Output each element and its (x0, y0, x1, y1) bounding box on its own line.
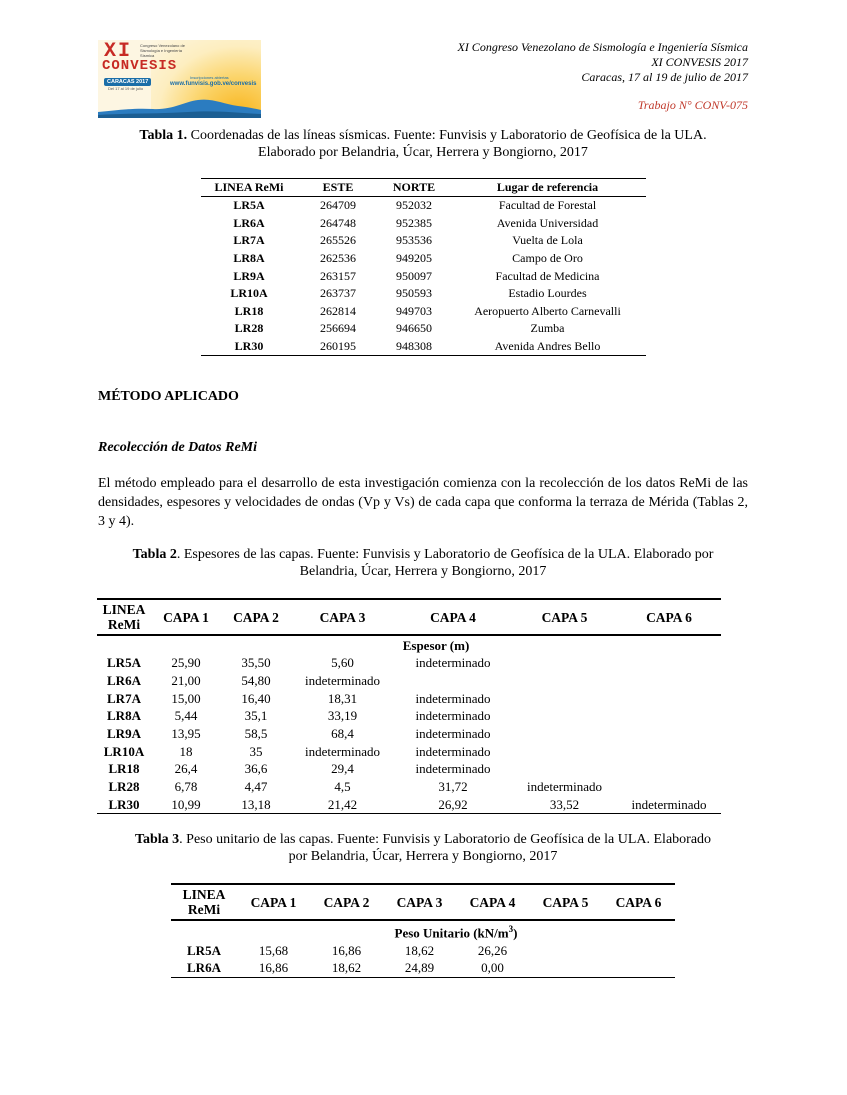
table2-caption-text-2: Belandria, Úcar, Herrera y Bongiorno, 2017 (299, 564, 547, 579)
table1-caption-text: Coordenadas de las líneas sísmicas. Fuente: Funvisis y Laboratorio de Geofísica de la ULA. (187, 128, 707, 143)
table-cell (602, 941, 675, 959)
table-cell: 68,4 (331, 726, 354, 742)
table-cell (512, 654, 617, 672)
row-label: LR7A (107, 690, 141, 706)
body-paragraph: El método empleado para el desarrollo de esta investigación comienza con la recolección de los datos ReMi de las densidades, espesores y velocidades de ondas (Vp y Vs) de cada capa que conforma la terraza de Mérida (Tablas 2, 3 y 4). (98, 476, 748, 529)
table-cell (617, 742, 721, 760)
table-cell: 35 (249, 743, 263, 759)
convesis-logo (98, 40, 261, 118)
table-cell: indeterminado (617, 796, 721, 814)
table-cell: 6,78 (174, 779, 198, 795)
table-cell: indeterminado (304, 743, 381, 759)
table-cell: 18,62 (404, 942, 435, 958)
thickness-table (97, 598, 721, 814)
table-cell: 949703 (396, 303, 432, 318)
table3-caption-text: . Peso unitario de las capas. Fuente: Funvisis y Laboratorio de Geofísica de la ULA. Elaborado (179, 832, 712, 847)
subheader-text-end: ) (513, 925, 518, 941)
table-row (171, 959, 675, 977)
column-header: CAPA 3 (291, 599, 394, 635)
logo-tagline: Congreso Venezolano de Sismología e Ingeniería Sísmica (140, 43, 185, 58)
table-cell: 950097 (396, 268, 432, 283)
table-cell: 950593 (396, 286, 432, 301)
table2-caption-label: Tabla 2 (132, 547, 177, 562)
column-header: CAPA 4 (394, 599, 512, 635)
table-cell (512, 760, 617, 778)
table2-caption (98, 546, 748, 580)
table-cell: 35,50 (241, 655, 271, 671)
row-label: LR5A (107, 655, 141, 671)
conference-name: XI Congreso Venezolano de Sismología e Ingeniería Sísmica (457, 40, 748, 54)
column-header: CAPA 1 (151, 599, 221, 635)
table-row (201, 232, 646, 250)
column-header: NORTE (379, 179, 449, 197)
table-cell: 15,00 (171, 690, 201, 706)
table-cell: Campo de Oro (512, 251, 583, 266)
table-cell: 264709 (320, 198, 356, 213)
table-cell: 54,80 (241, 673, 271, 689)
table-cell: Vuelta de Lola (512, 233, 583, 248)
conference-dates: Caracas, 17 al 19 de julio de 2017 (581, 70, 748, 84)
row-label: LR28 (108, 779, 140, 795)
column-header: ESTE (297, 179, 379, 197)
column-header: CAPA 1 (237, 884, 310, 920)
table-cell: 264748 (320, 215, 356, 230)
table-cell: 35,1 (244, 708, 268, 724)
table-cell: 25,90 (171, 655, 201, 671)
table-row (97, 689, 721, 707)
table-cell: indeterminado (415, 655, 491, 671)
table-cell: 58,5 (244, 726, 268, 742)
column-header: CAPA 6 (617, 599, 721, 635)
table-cell: Facultad de Medicina (495, 268, 600, 283)
table-cell: 5,44 (174, 708, 198, 724)
table-cell: 952032 (396, 198, 432, 213)
table-cell (602, 959, 675, 977)
table-cell: Avenida Universidad (496, 215, 599, 230)
table-cell: indeterminado (415, 761, 491, 777)
table-cell (617, 654, 721, 672)
row-label: LR5A (187, 942, 221, 958)
table-cell: 265526 (320, 233, 356, 248)
logo-inscriptions: Inscripciones abiertas (190, 75, 229, 80)
table-cell: 33,52 (512, 796, 617, 814)
table1-caption-text-2: Elaborado por Belandria, Úcar, Herrera y Bongiorno, 2017 (258, 145, 588, 160)
column-header (171, 884, 237, 920)
table-cell: Facultad de Forestal (498, 198, 597, 213)
table-cell: 952385 (396, 215, 432, 230)
table-row (97, 725, 721, 743)
conference-short-name: XI CONVESIS 2017 (651, 55, 748, 69)
work-number: Trabajo N° CONV-075 (637, 98, 748, 112)
table-cell: indeterminado (304, 673, 381, 689)
table-cell (512, 689, 617, 707)
table-cell: 26,92 (394, 796, 512, 814)
row-label: LR10A (103, 743, 145, 759)
table-cell: 953536 (396, 233, 432, 248)
table-cell: 949205 (396, 251, 432, 266)
logo-url: www.funvisis.gob.ve/convesis (170, 81, 257, 87)
table-cell (512, 707, 617, 725)
table3-caption-label: Tabla 3 (134, 832, 180, 847)
table-cell: 16,86 (331, 942, 362, 958)
table-cell (617, 725, 721, 743)
table-cell: 26,4 (174, 761, 198, 777)
column-header: CAPA 5 (512, 599, 617, 635)
table-cell: 5,60 (331, 655, 354, 671)
table-cell: 26,26 (477, 942, 508, 958)
subheader-superscript: 3 (508, 924, 514, 934)
table-cell: 263737 (320, 286, 356, 301)
subsection-title: Recolección de Datos ReMi (98, 440, 258, 455)
header-line: ReMi (107, 617, 141, 632)
table3-caption-text-2: por Belandria, Úcar, Herrera y Bongiorno, 2017 (288, 849, 558, 864)
row-label: LR10A (230, 286, 268, 301)
table-cell (512, 742, 617, 760)
table-row (201, 338, 646, 356)
table-cell (617, 778, 721, 796)
subheader-text: Peso Unitario (kN/m (394, 925, 509, 941)
table-row (97, 778, 721, 796)
table-cell: 262536 (320, 251, 356, 266)
table-subheader (237, 920, 675, 941)
header-line: LINEA (182, 887, 226, 902)
table-cell (617, 672, 721, 690)
row-label: LR7A (233, 233, 265, 248)
row-label: LR18 (108, 761, 140, 777)
table1-caption (98, 127, 748, 161)
table-cell: 21,00 (171, 673, 201, 689)
table-cell: Zumba (530, 321, 565, 336)
table-cell: 256694 (320, 321, 356, 336)
row-label: LR6A (233, 215, 265, 230)
table-cell: indeterminado (415, 743, 491, 759)
column-header: LINEA ReMi (201, 179, 297, 197)
row-label: LR28 (234, 321, 264, 336)
table-subheader: Espesor (m) (402, 637, 470, 653)
row-label: LR6A (107, 673, 141, 689)
column-header: CAPA 3 (383, 884, 456, 920)
section-title: MÉTODO APLICADO (98, 389, 239, 404)
column-header: CAPA 6 (602, 884, 675, 920)
table-cell: indeterminado (526, 779, 603, 795)
table-cell: Avenida Andres Bello (449, 338, 646, 356)
table2-caption-text: . Espesores de las capas. Fuente: Funvisis y Laboratorio de Geofísica de la ULA. Elaborado por (176, 547, 714, 562)
row-label: LR6A (171, 959, 237, 977)
table-row (97, 760, 721, 778)
table-cell: 13,95 (171, 726, 201, 742)
column-header: CAPA 2 (310, 884, 383, 920)
table-cell (617, 689, 721, 707)
table-cell: 4,5 (334, 779, 351, 795)
table-cell: Aeropuerto Alberto Carnevalli (474, 303, 621, 318)
table-cell (617, 707, 721, 725)
table-cell: 948308 (379, 338, 449, 356)
logo-roman-numeral: XI (104, 40, 133, 63)
row-label: LR30 (201, 338, 297, 356)
table-row (201, 197, 646, 215)
table-cell (617, 760, 721, 778)
table-cell (529, 959, 602, 977)
table-cell (394, 672, 512, 690)
table-cell: 0,00 (456, 959, 529, 977)
row-label: LR9A (233, 268, 265, 283)
unit-weight-table (171, 883, 675, 978)
table-cell: 31,72 (438, 779, 468, 795)
table-cell: indeterminado (415, 708, 491, 724)
table-row (201, 320, 646, 338)
table-row (201, 250, 646, 268)
header-line: ReMi (187, 902, 221, 917)
row-label: LR18 (234, 303, 264, 318)
logo-name: CONVESIS (102, 58, 178, 74)
table-cell: 24,89 (383, 959, 456, 977)
table-cell: 16,86 (237, 959, 310, 977)
row-label: LR30 (97, 796, 151, 814)
table-cell: indeterminado (415, 726, 491, 742)
table-cell (512, 725, 617, 743)
table-cell: 15,68 (258, 942, 289, 958)
row-label: LR9A (107, 726, 141, 742)
table-cell: indeterminado (415, 690, 491, 706)
table-cell: 262814 (320, 303, 356, 318)
logo-dates: Del 17 al 19 de julio (108, 86, 144, 91)
table-cell: 18,31 (327, 690, 358, 706)
row-label: LR8A (107, 708, 141, 724)
table-cell: 33,19 (327, 708, 358, 724)
table-row (201, 267, 646, 285)
table-cell: 260195 (297, 338, 379, 356)
table-cell: 4,47 (244, 779, 268, 795)
table-cell (512, 672, 617, 690)
row-label: LR5A (233, 198, 265, 213)
table-cell: Estadio Lourdes (508, 286, 587, 301)
table-row (201, 215, 646, 233)
logo-badge: CARACAS 2017 (104, 78, 151, 86)
table-row (97, 707, 721, 725)
table1-caption-label: Tabla 1. (139, 128, 188, 143)
table-cell: 946650 (396, 321, 432, 336)
column-header: CAPA 4 (456, 884, 529, 920)
table-cell: 18 (179, 743, 193, 759)
table-cell: 18,62 (310, 959, 383, 977)
table-cell: 10,99 (151, 796, 221, 814)
header-line: LINEA (102, 602, 146, 617)
row-label: LR8A (233, 251, 265, 266)
table-cell: 16,40 (241, 690, 271, 706)
column-header: CAPA 5 (529, 884, 602, 920)
table-row (171, 941, 675, 959)
table-cell: 21,42 (291, 796, 394, 814)
table-cell: 13,18 (221, 796, 291, 814)
coordinates-table (201, 178, 646, 356)
table-row (97, 672, 721, 690)
table-row (201, 285, 646, 303)
table-cell: 36,6 (244, 761, 268, 777)
column-header (97, 599, 151, 635)
table-row (201, 303, 646, 321)
mountain-icon (98, 88, 261, 118)
column-header: CAPA 2 (221, 599, 291, 635)
table-cell (529, 941, 602, 959)
table-row (97, 654, 721, 672)
table-cell: 29,4 (331, 761, 354, 777)
table-row (97, 742, 721, 760)
column-header: Lugar de referencia (449, 179, 646, 197)
table-row (97, 796, 721, 814)
table3-caption (98, 831, 748, 865)
table-cell: 263157 (320, 268, 356, 283)
